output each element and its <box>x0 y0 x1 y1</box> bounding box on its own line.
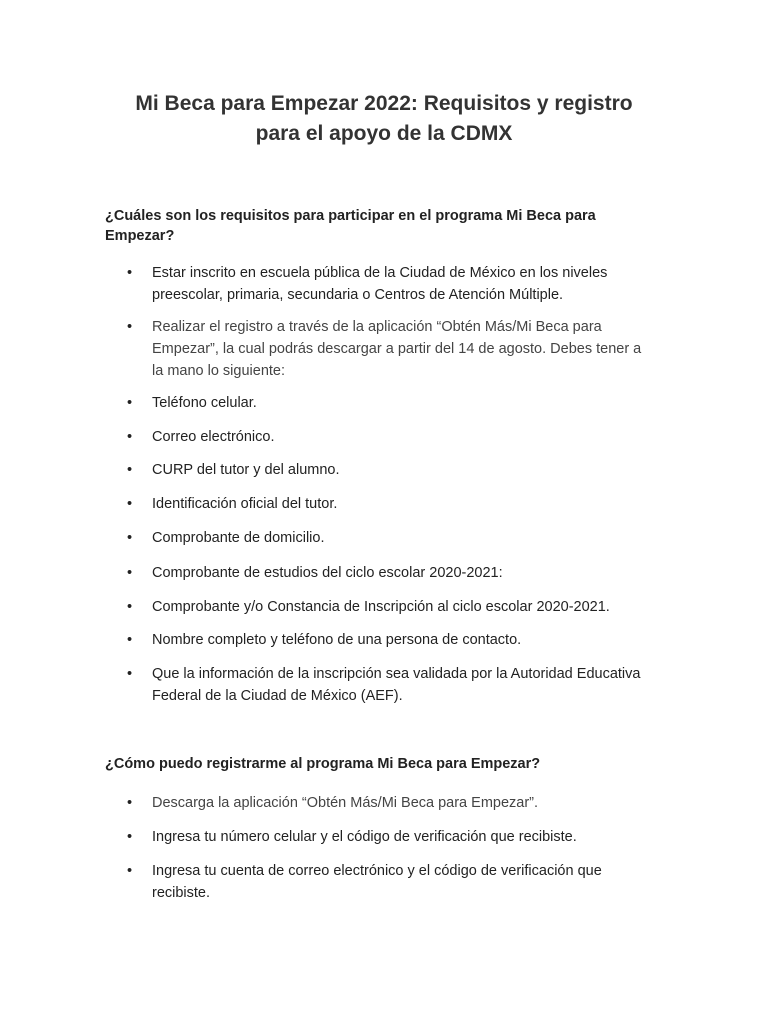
list-item-text <box>152 663 672 707</box>
text-line: Teléfono celular. <box>152 395 257 411</box>
list-item-text <box>152 629 672 651</box>
text-line: CURP del tutor y del alumno. <box>152 462 340 478</box>
text-line: Realizar el registro a través de la aplicación “Obtén Más/Mi Beca para <box>152 319 602 335</box>
text-line: Identificación oficial del tutor. <box>152 496 338 512</box>
bullet-icon: • <box>127 565 133 581</box>
bullet-icon: • <box>127 666 133 682</box>
list-item-text <box>152 792 672 814</box>
list-item-text <box>152 262 672 306</box>
section-heading-registro <box>105 754 665 774</box>
list-item-text <box>152 527 672 549</box>
bullet-icon: • <box>127 319 133 335</box>
list-item-text <box>152 596 672 618</box>
bullet-icon: • <box>127 395 133 411</box>
heading-line: ¿Cómo puedo registrarme al programa Mi Beca para Empezar? <box>105 756 541 772</box>
bullet-icon: • <box>127 599 133 615</box>
bullet-icon: • <box>127 496 133 512</box>
text-line: Estar inscrito en escuela pública de la Ciudad de México en los niveles <box>152 265 608 281</box>
list-item-text <box>152 459 672 481</box>
bullet-icon: • <box>127 265 133 281</box>
list-item-text <box>152 392 672 414</box>
list-item-text <box>152 562 672 584</box>
bullet-icon: • <box>127 632 133 648</box>
title-line: para el apoyo de la CDMX <box>255 122 513 145</box>
text-line: Ingresa tu número celular y el código de verificación que recibiste. <box>152 829 577 845</box>
list-item-text <box>152 316 672 382</box>
text-line: Correo electrónico. <box>152 429 275 445</box>
heading-line: ¿Cuáles son los requisitos para participar en el programa Mi Beca para <box>105 208 596 224</box>
text-line: Comprobante de estudios del ciclo escolar 2020-2021: <box>152 565 503 581</box>
text-line: Federal de la Ciudad de México (AEF). <box>152 688 403 704</box>
text-line: Que la información de la inscripción sea validada por la Autoridad Educativa <box>152 666 641 682</box>
list-item-text <box>152 860 672 904</box>
list-item-text <box>152 826 672 848</box>
text-line: preescolar, primaria, secundaria o Centros de Atención Múltiple. <box>152 287 564 303</box>
section-heading-requisitos <box>105 206 665 246</box>
text-line: Comprobante y/o Constancia de Inscripción al ciclo escolar 2020-2021. <box>152 599 610 615</box>
bullet-icon: • <box>127 429 133 445</box>
list-item-text <box>152 493 672 515</box>
bullet-icon: • <box>127 462 133 478</box>
text-line: Ingresa tu cuenta de correo electrónico y el código de verificación que <box>152 863 602 879</box>
bullet-icon: • <box>127 829 133 845</box>
bullet-icon: • <box>127 795 133 811</box>
text-line: recibiste. <box>152 885 211 901</box>
bullet-icon: • <box>127 863 133 879</box>
text-line: Comprobante de domicilio. <box>152 530 325 546</box>
page-title <box>84 89 684 149</box>
text-line: Descarga la aplicación “Obtén Más/Mi Beca para Empezar”. <box>152 795 539 811</box>
text-line: Nombre completo y teléfono de una persona de contacto. <box>152 632 522 648</box>
bullet-icon: • <box>127 530 133 546</box>
title-line: Mi Beca para Empezar 2022: Requisitos y registro <box>135 92 633 115</box>
heading-line: Empezar? <box>105 228 175 244</box>
list-item-text <box>152 426 672 448</box>
text-line: Empezar”, la cual podrás descargar a partir del 14 de agosto. Debes tener a <box>152 341 642 357</box>
text-line: la mano lo siguiente: <box>152 363 285 379</box>
